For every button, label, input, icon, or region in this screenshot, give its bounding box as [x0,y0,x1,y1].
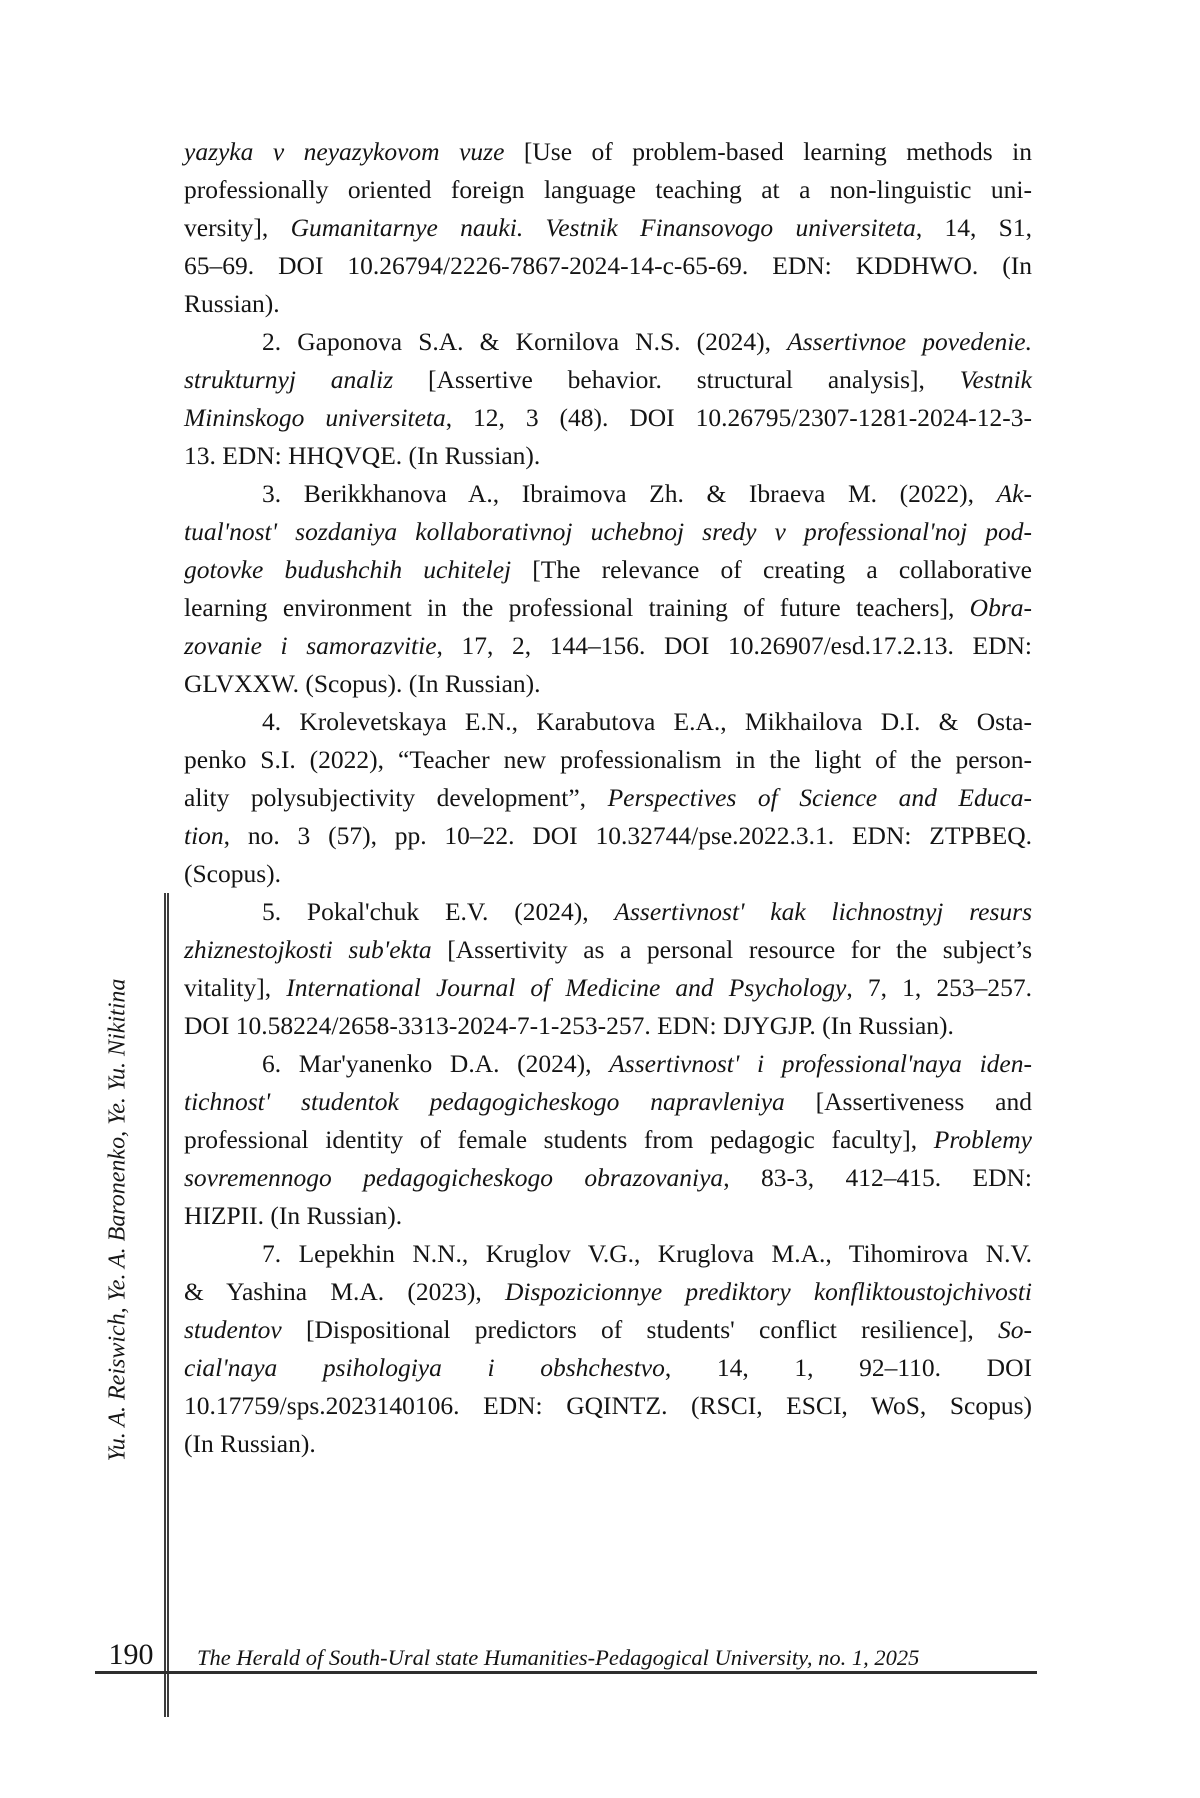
reference-line [184,1235,1032,1273]
reference-line [184,361,1032,399]
reference-line [184,1007,1032,1045]
reference-italic-segment: tichnost' studentok pedagogicheskogo napravleniya [184,1087,785,1116]
reference-text-segment: HIZPII. (In Russian). [184,1201,403,1230]
reference-text-segment: (Scopus). [184,859,282,888]
page-number: 190 [108,1638,154,1671]
reference-text-segment: GLVXXW. (Scopus). (In Russian). [184,669,541,698]
reference-italic-segment: Dispozicionnye prediktory konfliktoustojchivosti [504,1277,1032,1306]
reference-text-segment: 13. EDN: HHQVQE. (In Russian). [184,441,541,470]
sidebar-authors-vertical: Yu. A. Reiswich, Ye. A. Baronenko, Ye. Yu. Nikitina [104,978,131,1462]
reference-line [184,1273,1032,1311]
reference-italic-segment: Gumanitarnye nauki. Vestnik Finansovogo universiteta [290,213,916,242]
reference-italic-segment: Problemy [933,1125,1032,1154]
reference-text-segment: , 83-3, 412–415. EDN: [723,1163,1033,1192]
reference-text-segment: [Assertive behavior. structural analysis], [393,365,960,394]
reference-text-segment: , 7, 1, 253–257. [846,973,1033,1002]
reference-text-segment: [Dispositional predictors of students' conflict resilience], [281,1315,998,1344]
reference-text-segment: , no. 3 (57), pp. 10–22. DOI 10.32744/pse.2022.3.1. EDN: ZTPBEQ. [223,821,1032,850]
reference-italic-segment: tual'nost' sozdaniya kollaborativnoj uchebnoj sredy v professional'noj pod- [184,517,1032,546]
reference-italic-segment: zovanie i samorazvitie [184,631,437,660]
reference-italic-segment: zhiznestojkosti sub'ekta [184,935,432,964]
reference-italic-segment: strukturnyj analiz [184,365,394,394]
reference-text-segment: learning environment in the professional training of future teachers], [184,593,970,622]
reference-italic-segment: tion [184,821,224,850]
reference-text-segment: , 12, 3 (48). DOI 10.26795/2307-1281-2024-12-3- [445,403,1032,432]
reference-italic-segment: International Journal of Medicine and Psychology [286,973,847,1002]
reference-text-segment: 7. Lepekhin N.N., Kruglov V.G., Kruglova M.A., Tihomirova N.V. [262,1239,1032,1268]
reference-line [184,323,1032,361]
reference-text-segment: 6. Mar'yanenko D.A. (2024), [262,1049,610,1078]
reference-text-segment: [Assertivity as a personal resource for the subject’s [431,935,1032,964]
reference-italic-segment: gotovke budushchih uchitelej [184,555,512,584]
reference-text-segment: professional identity of female students from pedagogic faculty], [184,1125,934,1154]
reference-text-segment: , 14, S1, [915,213,1032,242]
reference-line [184,703,1032,741]
reference-line [184,741,1032,779]
reference-line [184,551,1032,589]
reference-italic-segment: Ak- [996,479,1032,508]
footer-journal-title: The Herald of South-Ural state Humanities-Pedagogical University, no. 1, 2025 [197,1645,920,1670]
reference-line [184,1425,1032,1463]
reference-line [184,1387,1032,1425]
reference-text-segment: 65–69. DOI 10.26794/2226-7867-2024-14-c-65-69. EDN: KDDHWO. (In [184,251,1032,280]
reference-italic-segment: Obra- [969,593,1032,622]
reference-line [184,133,1032,171]
reference-line [184,171,1032,209]
reference-text-segment: 10.17759/sps.2023140106. EDN: GQINTZ. (RSCI, ESCI, WoS, Scopus) [184,1391,1032,1420]
reference-text-segment: ality polysubjectivity development”, [184,783,608,812]
reference-italic-segment: Assertivnoe povedenie. [787,327,1032,356]
reference-line [184,247,1032,285]
reference-line [184,893,1032,931]
reference-italic-segment: Perspectives of Science and Educa- [607,783,1033,812]
reference-italic-segment: Mininskogo universiteta [184,403,446,432]
reference-text-segment: professionally oriented foreign language teaching at a non-linguistic uni- [184,175,1032,204]
reference-text-segment: [Use of problem-based learning methods in [504,137,1033,166]
reference-line [184,1083,1032,1121]
reference-line [184,931,1032,969]
reference-line [184,285,1032,323]
reference-italic-segment: Assertivnost' kak lichnostnyj resurs [614,897,1033,926]
reference-text-segment: , 17, 2, 144–156. DOI 10.26907/esd.17.2.13. EDN: [436,631,1033,660]
reference-text-segment: [The relevance of creating a collaborative [511,555,1032,584]
reference-line [184,1045,1032,1083]
reference-line [184,513,1032,551]
reference-line [184,1121,1032,1159]
reference-text-segment: 4. Krolevetskaya E.N., Karabutova E.A., Mikhailova D.I. & Osta- [262,707,1032,736]
footer-rule [95,1671,1037,1674]
reference-text-segment: 5. Pokal'chuk E.V. (2024), [262,897,615,926]
reference-line [184,399,1032,437]
reference-text-segment: versity], [184,213,291,242]
reference-text-segment: 3. Berikkhanova A., Ibraimova Zh. & Ibraeva M. (2022), [262,479,997,508]
reference-line [184,209,1032,247]
reference-line [184,437,1032,475]
reference-text-segment: penko S.I. (2022), “Teacher new professionalism in the light of the person- [184,745,1032,774]
reference-text-segment: 2. Gaponova S.A. & Kornilova N.S. (2024), [262,327,788,356]
reference-line [184,969,1032,1007]
reference-italic-segment: sovremennogo pedagogicheskogo obrazovaniya [184,1163,724,1192]
reference-line [184,1159,1032,1197]
reference-text-segment: , 14, 1, 92–110. DOI [664,1353,1032,1382]
reference-text-segment: DOI 10.58224/2658-3313-2024-7-1-253-257. EDN: DJYGJP. (In Russian). [184,1011,954,1040]
reference-line [184,1197,1032,1235]
reference-italic-segment: cial'naya psihologiya i obshchestvo [184,1353,665,1382]
reference-line [184,855,1032,893]
reference-line [184,1311,1032,1349]
reference-text-segment: Russian). [184,289,280,318]
reference-italic-segment: So- [998,1315,1032,1344]
reference-line [184,627,1032,665]
reference-italic-segment: studentov [184,1315,282,1344]
reference-line [184,475,1032,513]
vertical-divider-rule [164,893,169,1717]
reference-line [184,817,1032,855]
reference-text-segment: [Assertiveness and [784,1087,1032,1116]
references-block [184,133,1032,1463]
reference-text-segment: & Yashina M.A. (2023), [184,1277,505,1306]
reference-line [184,589,1032,627]
reference-text-segment: (In Russian). [184,1429,316,1458]
reference-line [184,665,1032,703]
reference-line [184,779,1032,817]
reference-italic-segment: Vestnik [959,365,1032,394]
reference-italic-segment: yazyka v neyazykovom vuze [184,137,505,166]
reference-text-segment: vitality], [184,973,287,1002]
reference-line [184,1349,1032,1387]
reference-italic-segment: Assertivnost' i professional'naya iden- [609,1049,1032,1078]
